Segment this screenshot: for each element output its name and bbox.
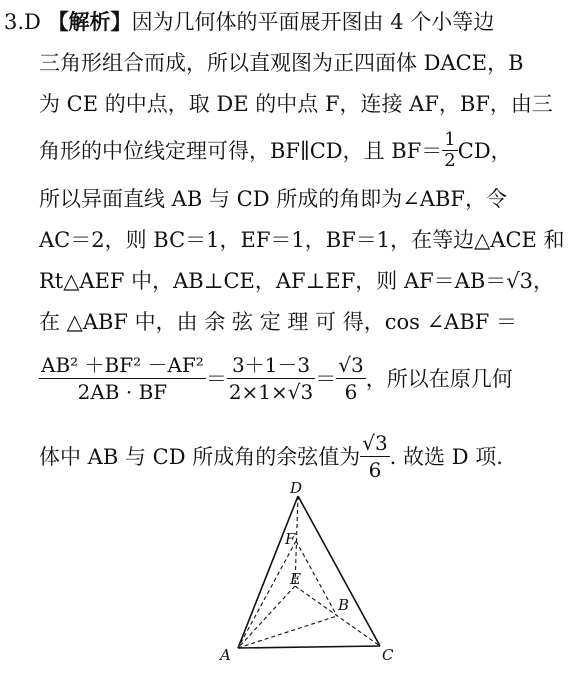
line-10-text-a: 体中 AB 与 CD 所成角的余弦值为 bbox=[39, 445, 361, 469]
fraction-denominator: 6 bbox=[344, 380, 358, 404]
substituted-fraction bbox=[227, 352, 315, 405]
fraction-numerator: 1 bbox=[444, 129, 456, 150]
line-4-text-a: 角形的中位线定理可得，BF∥CD，且 BF＝ bbox=[39, 139, 443, 163]
fraction-numerator: √3 bbox=[362, 431, 388, 455]
analysis-tag: 【解析】 bbox=[47, 9, 132, 34]
solution-line-7: Rt△AEF 中，AB⊥CE，AF⊥EF，则 AF＝AB＝√3， bbox=[39, 269, 555, 293]
fraction-denominator: 2AB · BF bbox=[77, 380, 168, 404]
segment-AB bbox=[238, 616, 337, 648]
vertex-label-D: D bbox=[290, 479, 303, 497]
solution-line-4 bbox=[39, 129, 512, 173]
problem-number: 3.D bbox=[4, 10, 48, 34]
solution-line-5: 所以异面直线 AB 与 CD 所成的角即为∠ABF，令 bbox=[39, 187, 507, 211]
fraction-numerator: AB² ＋BF² －AF² bbox=[41, 353, 204, 377]
vertex-label-F: F bbox=[285, 530, 296, 548]
fraction-denominator: 2×1×√3 bbox=[228, 380, 314, 404]
fraction-numerator: 3＋1－3 bbox=[227, 352, 315, 379]
solution-line-2: 三角形组合而成，所以直观图为正四面体 DACE，B bbox=[39, 51, 524, 75]
line-4-text-b: CD， bbox=[457, 139, 512, 163]
segment-FB bbox=[296, 541, 337, 616]
tetrahedron-dashed-edges bbox=[238, 496, 380, 648]
edge-DC bbox=[298, 496, 380, 646]
solution-line-1 bbox=[4, 7, 494, 37]
solution-line-9 bbox=[39, 354, 513, 407]
line-9-text: ，所以在原几何 bbox=[365, 367, 513, 391]
vertex-label-A: A bbox=[220, 646, 231, 664]
line-10-text-b: . 故选 D 项. bbox=[389, 445, 503, 469]
result-fraction bbox=[336, 352, 365, 405]
line-1-text: 因为几何体的平面展开图由 4 个小等边 bbox=[131, 10, 495, 34]
solution-line-8: 在 △ABF 中，由 余 弦 定 理 可 得，cos ∠ABF ＝ bbox=[39, 310, 518, 334]
cosine-law-fraction bbox=[39, 352, 206, 405]
vertex-label-B: B bbox=[338, 596, 350, 614]
tetrahedron-diagram bbox=[200, 478, 420, 668]
edge-EC bbox=[295, 586, 380, 646]
vertex-label-E: E bbox=[290, 570, 301, 588]
tetrahedron-solid-edges bbox=[238, 496, 380, 648]
solution-line-3: 为 CE 的中点，取 DE 的中点 F，连接 AF，BF，由三 bbox=[39, 92, 553, 116]
edge-DA bbox=[238, 496, 298, 648]
fraction-denominator: 2 bbox=[444, 150, 456, 171]
equals-sign: ＝ bbox=[205, 367, 227, 391]
vertex-label-C: C bbox=[382, 646, 394, 664]
edge-AC bbox=[238, 646, 380, 648]
solution-line-6: AC＝2，则 BC＝1，EF＝1，BF＝1，在等边△ACE 和 bbox=[39, 228, 565, 252]
answer-fraction bbox=[360, 430, 389, 483]
fraction-numerator: √3 bbox=[338, 353, 364, 377]
fraction-one-half bbox=[442, 130, 457, 171]
equals-sign: ＝ bbox=[315, 367, 337, 391]
fraction-denominator: 6 bbox=[368, 458, 382, 482]
